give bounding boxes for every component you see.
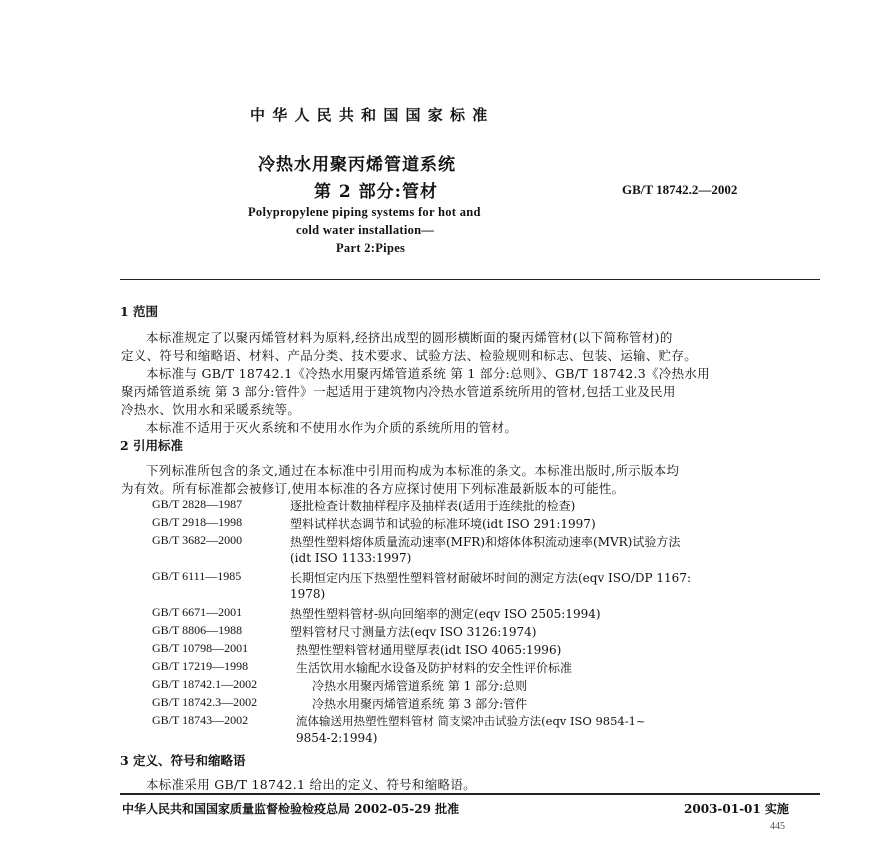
ref-title-continuation: (idt ISO 1133:1997) [290, 551, 412, 565]
issuing-authority: 中华人民共和国国家质量监督检验检疫总局 2002-05-29 批准 [122, 802, 460, 816]
ref-title: 逐批检查计数抽样程序及抽样表(适用于连续批的检查) [290, 499, 576, 513]
ref-code: GB/T 6671—2001 [152, 605, 243, 619]
section-1-para1-line1: 本标准规定了以聚丙烯管材料为原料,经挤出成型的圆形横断面的聚丙烯管材(以下简称管材)的 [146, 330, 673, 345]
ref-code: GB/T 10798—2001 [152, 641, 249, 655]
ref-title: 长期恒定内压下热塑性塑料管材耐破坏时间的测定方法(eqv ISO/DP 1167: [290, 571, 691, 585]
page-number: 445 [770, 821, 785, 832]
ref-code: GB/T 2918—1998 [152, 515, 243, 529]
title-en-line2: cold water installation— [296, 223, 435, 237]
section-3-para1-line1: 本标准采用 GB/T 18742.1 给出的定义、符号和缩略语。 [146, 777, 476, 792]
ref-code: GB/T 3682—2000 [152, 533, 243, 547]
ref-code: GB/T 18742.1—2002 [152, 677, 258, 691]
section-1-para3-line1: 本标准不适用于灭火系统和不使用水作为介质的系统所用的管材。 [146, 420, 518, 435]
standard-number: GB/T 18742.2—2002 [622, 182, 738, 197]
ref-code: GB/T 18743—2002 [152, 713, 249, 727]
ref-title: 生活饮用水输配水设备及防护材料的安全性评价标准 [296, 661, 573, 675]
header-divider [120, 279, 820, 280]
ref-code: GB/T 8806—1988 [152, 623, 243, 637]
section-3-heading: 3 定义、符号和缩略语 [120, 753, 246, 768]
ref-code: GB/T 2828—1987 [152, 497, 243, 511]
section-1-para2-line2: 聚丙烯管道系统 第 3 部分:管件》一起适用于建筑物内冷热水管道系统所用的管材,包括工业及民用 [121, 384, 676, 399]
ref-code: GB/T 18742.3—2002 [152, 695, 258, 709]
ref-code: GB/T 6111—1985 [152, 569, 242, 583]
ref-title: 热塑性塑料管材-纵向回缩率的测定(eqv ISO 2505:1994) [290, 607, 601, 621]
section-2-para1-line1: 下列标准所包含的条文,通过在本标准中引用而构成为本标准的条文。本标准出版时,所示版本均 [146, 463, 680, 478]
section-2-heading: 2 引用标准 [120, 438, 184, 453]
ref-title: 冷热水用聚丙烯管道系统 第 3 部分:管件 [312, 697, 528, 711]
standard-org-title: 中 华 人 民 共 和 国 国 家 标 准 [250, 106, 489, 124]
section-1-para2-line1: 本标准与 GB/T 18742.1《冷热水用聚丙烯管道系统 第 1 部分:总则》、GB/T 18742.3《冷热水用 [146, 366, 710, 381]
title-cn-line2: 第 2 部分:管材 [314, 182, 438, 202]
ref-title: 流体输送用热塑性塑料管材 简支梁冲击试验方法(eqv ISO 9854-1~ [296, 714, 646, 728]
ref-title: 塑料管材尺寸测量方法(eqv ISO 3126:1974) [290, 625, 537, 639]
effective-date: 2003-01-01 实施 [684, 802, 789, 816]
ref-title: 热塑性塑料熔体质量流动速率(MFR)和熔体体积流动速率(MVR)试验方法 [290, 535, 681, 549]
footer-divider [120, 793, 820, 795]
ref-title-continuation: 9854-2:1994) [296, 731, 378, 745]
ref-code: GB/T 17219—1998 [152, 659, 249, 673]
title-cn-line1: 冷热水用聚丙烯管道系统 [258, 155, 456, 175]
section-2-para1-line2: 为有效。所有标准都会被修订,使用本标准的各方应探讨使用下列标准最新版本的可能性。 [121, 481, 625, 496]
section-1-heading: 1 范围 [120, 304, 159, 319]
title-en-line1: Polypropylene piping systems for hot and [248, 205, 481, 219]
ref-title: 冷热水用聚丙烯管道系统 第 1 部分:总则 [312, 679, 528, 693]
section-1-para2-line3: 冷热水、饮用水和采暖系统等。 [121, 402, 301, 417]
title-en-line3: Part 2:Pipes [336, 241, 406, 255]
section-1-para1-line2: 定义、符号和缩略语、材料、产品分类、技术要求、试验方法、检验规则和标志、包装、运输、贮存。 [121, 348, 698, 363]
ref-title-continuation: 1978) [290, 587, 326, 601]
ref-title: 热塑性塑料管材通用壁厚表(idt ISO 4065:1996) [296, 643, 562, 657]
ref-title: 塑料试样状态调节和试验的标准环境(idt ISO 291:1997) [290, 517, 596, 531]
